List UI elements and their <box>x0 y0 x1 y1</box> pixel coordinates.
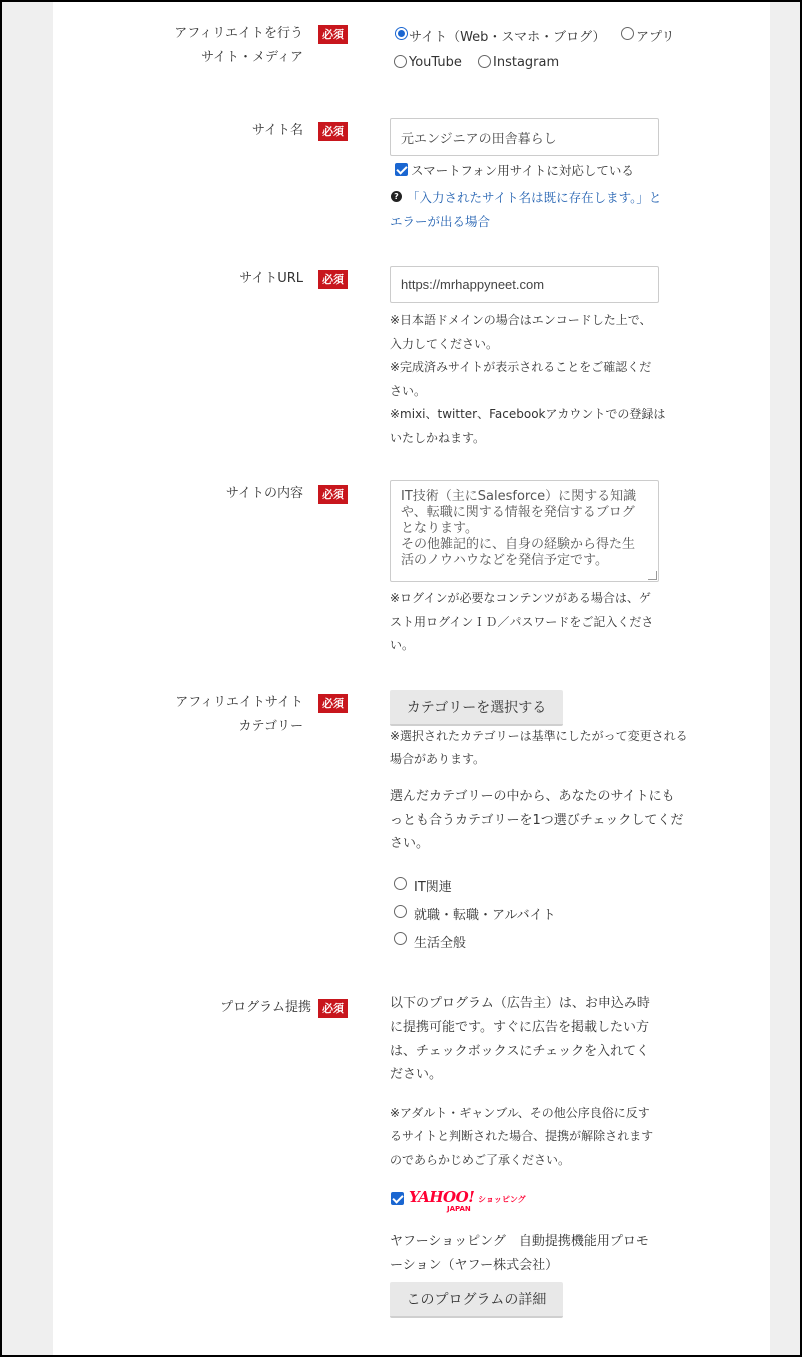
yahoo-logo-shopping: ショッピング <box>478 1195 526 1204</box>
program-warning-1: ※アダルト・ギャンブル、その他公序良俗に反す <box>390 1106 650 1120</box>
radio-youtube-label[interactable]: YouTube <box>409 55 462 70</box>
program-detail-button[interactable]: このプログラムの詳細 <box>390 1282 563 1318</box>
program-warning-3: のであらかじめご了承ください。 <box>390 1153 571 1167</box>
help-link-line1[interactable]: 「入力されたサイト名は既に存在します。」と <box>407 190 662 205</box>
site-url-input[interactable] <box>390 266 659 303</box>
program-name-line2: ーション（ヤフー株式会社） <box>390 1258 559 1273</box>
category-label-line1: アフィリエイトサイト <box>175 695 303 710</box>
category-note-line1: ※選択されたカテゴリーは基準にしたがって変更される <box>390 729 688 743</box>
question-icon: ? <box>391 191 402 202</box>
select-category-button[interactable]: カテゴリーを選択する <box>390 690 563 726</box>
url-note-2: 入力してください。 <box>390 337 499 351</box>
radio-youtube[interactable] <box>394 55 407 68</box>
yahoo-logo-japan: JAPAN <box>447 1205 471 1213</box>
url-note-6: いたしかねます。 <box>390 431 486 445</box>
content-note-2: スト用ログインＩＤ／パスワードをご記入くださ <box>390 615 654 629</box>
url-note-1: ※日本語ドメインの場合はエンコードした上で、 <box>390 313 652 327</box>
radio-category-life-label[interactable]: 生活全般 <box>414 936 467 951</box>
site-name-input[interactable] <box>390 118 659 156</box>
yahoo-logo: YAHOO! <box>409 1188 475 1206</box>
program-warning-2: るサイトと判断された場合、提携が解除されます <box>390 1129 654 1143</box>
help-link-line2[interactable]: エラーが出る場合 <box>390 214 491 229</box>
site-content-label: サイトの内容 <box>225 486 303 501</box>
radio-category-it-label[interactable]: IT関連 <box>414 880 452 895</box>
radio-app-label[interactable]: アプリ <box>636 30 675 45</box>
required-badge: 必須 <box>318 485 348 504</box>
radio-category-job-label[interactable]: 就職・転職・アルバイト <box>414 908 556 923</box>
program-intro-4: ださい。 <box>390 1067 443 1082</box>
category-label-line2: カテゴリー <box>238 719 303 734</box>
required-badge: 必須 <box>318 270 348 289</box>
site-content-textarea[interactable]: IT技術（主にSalesforce）に関する知識 や、転職に関する情報を発信するブログ となります。 その他雑記的に、自身の経験から得た生 活のノウハウなどを発信予定です。 <box>390 480 659 582</box>
smartphone-checkbox-label[interactable]: スマートフォン用サイトに対応している <box>411 163 634 178</box>
radio-site[interactable] <box>395 27 408 40</box>
yahoo-program-checkbox[interactable] <box>391 1192 404 1205</box>
category-note-line2: 場合があります。 <box>390 752 486 766</box>
program-intro-2: に提携可能です。すぐに広告を掲載したい方 <box>390 1020 649 1035</box>
radio-instagram[interactable] <box>478 55 491 68</box>
radio-app[interactable] <box>621 27 634 40</box>
category-instruction-3: さい。 <box>390 836 430 851</box>
radio-category-job[interactable] <box>394 905 407 918</box>
content-note-3: い。 <box>390 638 415 652</box>
required-badge: 必須 <box>318 25 348 44</box>
smartphone-checkbox[interactable] <box>395 163 408 176</box>
category-instruction-2: っとも合うカテゴリーを1つ選びチェックしてくだ <box>390 813 684 828</box>
program-intro-1: 以下のプログラム（広告主）は、お申込み時 <box>390 996 650 1011</box>
media-label-line2: サイト・メディア <box>200 50 303 65</box>
program-name-line1: ヤフーショッピング 自動提携機能用プロモ <box>390 1234 649 1249</box>
category-instruction-1: 選んだカテゴリーの中から、あなたのサイトにも <box>390 789 675 804</box>
radio-category-life[interactable] <box>394 932 407 945</box>
url-note-5: ※mixi、twitter、Facebookアカウントでの登録は <box>390 407 666 421</box>
radio-instagram-label[interactable]: Instagram <box>493 55 560 70</box>
program-intro-3: は、チェックボックスにチェックを入れてく <box>390 1044 650 1059</box>
site-name-label: サイト名 <box>251 123 303 138</box>
required-badge: 必須 <box>318 694 348 713</box>
required-badge: 必須 <box>318 122 348 141</box>
program-label: プログラム提携 <box>220 1000 311 1015</box>
media-label-line1: アフィリエイトを行う <box>174 26 303 41</box>
radio-category-it[interactable] <box>394 877 407 890</box>
url-note-4: さい。 <box>390 384 427 398</box>
required-badge: 必須 <box>318 999 348 1018</box>
resize-handle[interactable] <box>648 571 657 580</box>
radio-site-label[interactable]: サイト（Web・スマホ・ブログ） <box>409 30 606 45</box>
site-url-label: サイトURL <box>239 271 303 286</box>
content-note-1: ※ログインが必要なコンテンツがある場合は、ゲ <box>390 591 651 605</box>
url-note-3: ※完成済みサイトが表示されることをご確認くだ <box>390 360 652 374</box>
